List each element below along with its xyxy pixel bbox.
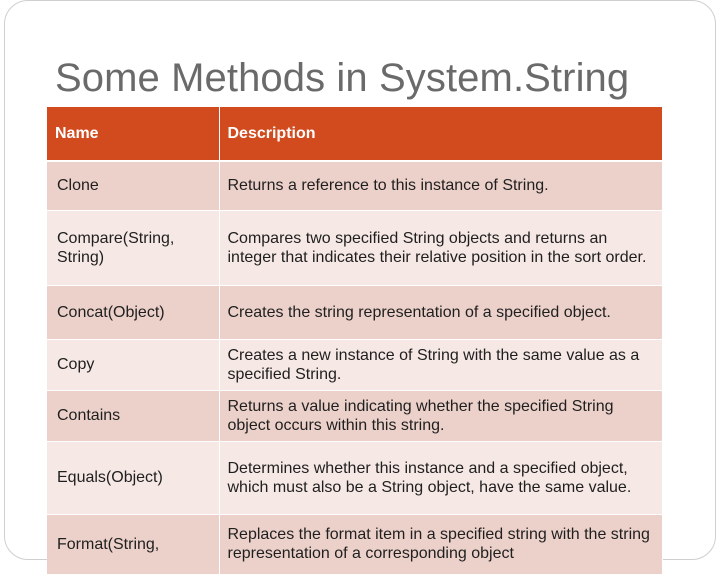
method-name: Clone (47, 161, 219, 210)
table-row (47, 285, 662, 339)
table-row (47, 514, 662, 574)
method-name: Equals(Object) (47, 441, 219, 514)
method-description: Returns a reference to this instance of String. (219, 161, 662, 210)
table-row (47, 390, 662, 441)
method-description: Compares two specified String objects and returns an integer that indicates their relative position in the sort order. (219, 210, 662, 285)
methods-table (47, 107, 663, 575)
table-row (47, 441, 662, 514)
method-description: Creates the string representation of a specified object. (219, 285, 662, 339)
slide-title: Some Methods in System.String (55, 56, 630, 100)
method-description: Creates a new instance of String with the same value as a specified String. (219, 339, 662, 390)
method-description: Returns a value indicating whether the specified String object occurs within this string. (219, 390, 662, 441)
header-name: Name (47, 107, 219, 161)
method-name: Compare(String, String) (47, 210, 219, 285)
table-row (47, 210, 662, 285)
table-header-row (47, 107, 662, 161)
method-description: Replaces the format item in a specified string with the string representation of a corresponding object (219, 514, 662, 574)
method-description: Determines whether this instance and a specified object, which must also be a String object, have the same value. (219, 441, 662, 514)
table-row (47, 339, 662, 390)
method-name: Concat(Object) (47, 285, 219, 339)
method-name: Format(String, (47, 514, 219, 574)
method-name: Contains (47, 390, 219, 441)
table-row (47, 161, 662, 210)
method-name: Copy (47, 339, 219, 390)
header-description: Description (219, 107, 662, 161)
